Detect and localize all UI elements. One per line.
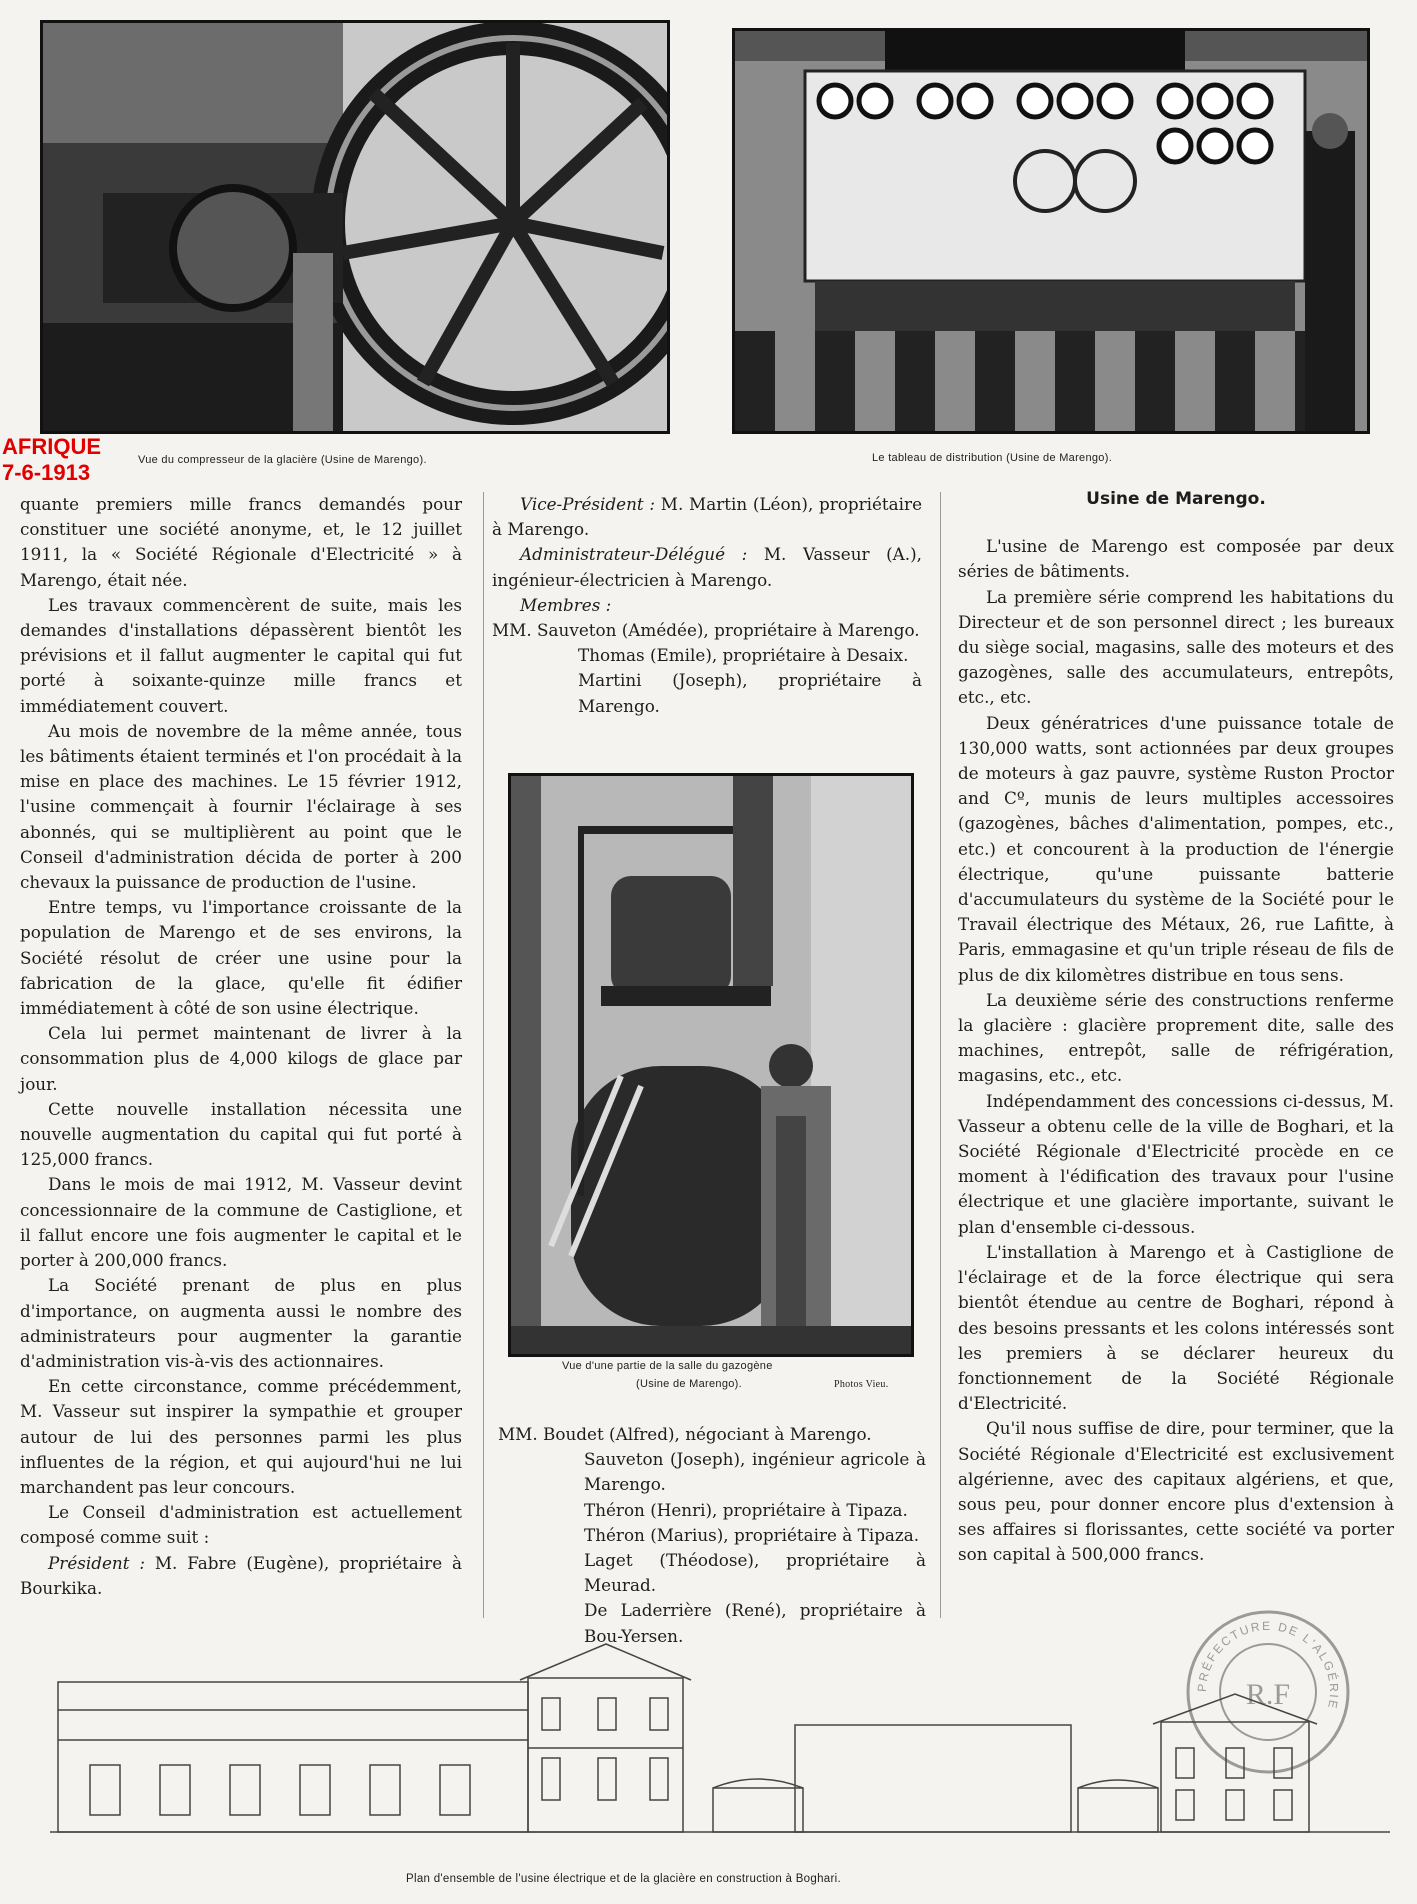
plan-caption: Plan d'ensemble de l'usine électrique et de la glacière en construction à Boghari. [406,1873,841,1885]
column-rule-2 [940,492,941,1618]
stamp-date: 7-6-1913 [2,460,91,485]
members-bottom-first [498,1422,926,1447]
right-p4: La deuxième série des constructions renferme la glacière : glacière proprement dite, salle des machines, entrepôt, salle de réfrigération, magasins, etc., etc. [958,989,1394,1086]
left-p2: Les travaux commencèrent de suite, mais les demandes d'installations dépassèrent bientôt les prévisions et il fallut augmenter le capital qui fut porté à soixante-quinze mille francs et immédiatement couvert. [20,594,462,716]
vp-label: Vice-Président : [520,494,656,514]
left-p6: Cette nouvelle installation nécessita une nouvelle augmentation du capital qui fut porté à 125,000 francs. [20,1098,462,1170]
middle-column-top [492,492,922,719]
vp-text: M. Martin (Léon), propriétaire à Marengo. [492,494,922,540]
gazogene-photo [508,773,914,1357]
vp-entry [492,492,922,542]
admin-entry [492,542,922,592]
president-text: M. Fabre (Eugène), propriétaire à Bourkika. [20,1552,463,1598]
gazogene-caption-line1: Vue d'une partie de la salle du gazogène [562,1360,773,1372]
members-prefix: MM. [492,620,532,641]
column-rule-1 [483,492,484,1618]
right-p7: Qu'il nous suffise de dire, pour terminer, que la Société Régionale d'Electricité est exclusivement algérienne, avec des capitaux algériens, et que, sous peu, pour donner encore plus d'extension à ses affaires si florissantes, cette société va porter son capital à 500,000 francs. [958,1418,1394,1565]
admin-text: M. Vasseur (A.), ingénieur-électricien à Marengo. [492,544,923,590]
member-item: De Laderrière (René), propriétaire à Bou-Yersen. [584,1600,926,1646]
members-prefix: MM. [498,1424,538,1444]
left-p8: La Société prenant de plus en plus d'importance, on augmenta aussi le nombre des administrateurs pour augmenter la garantie d'administration vis-à-vis des actionnaires. [20,1275,462,1371]
left-p9: En cette circonstance, comme précédemment, M. Vasseur sut inspirer la sympathie et grouper autour de lui des personnes parmi les plus influentes de la région, et qui aujourd'hui ne lui marchandent pas leur concours. [20,1376,462,1497]
photo-credit: Photos Vieu. [834,1379,889,1390]
president-entry [20,1551,462,1601]
section-heading: Usine de Marengo. [1086,489,1266,509]
member-item: Laget (Théodose), propriétaire à Meurad. [584,1550,926,1596]
gazogene-caption-line2: (Usine de Marengo). [636,1378,742,1390]
right-column [958,487,1394,1568]
compressor-caption: Vue du compresseur de la glacière (Usine de Marengo). [138,454,427,466]
members-label: Membres : [520,594,612,615]
left-p3: Au mois de novembre de la même année, tous les bâtiments étaient terminés et l'on procédait à la mise en place des machines. Le 15 février 1912, l'usine commençait à fournir l'éclairage à ses abonnés, qui se multiplièrent au point que le Conseil d'administration décida de porter à 200 chevaux la puissance de production de l'usine. [20,720,462,893]
left-p7: Dans le mois de mai 1912, M. Vasseur devint concessionnaire de la commune de Castiglione, et il fallut encore une fois augmenter le capital et le porter à 200,000 francs. [20,1174,462,1271]
date-stamp [2,434,101,486]
plan-drawing [50,1640,1390,1860]
switchboard-caption: Le tableau de distribution (Usine de Marengo). [872,452,1113,464]
left-column [20,492,462,1601]
president-label: Président : [48,1552,145,1573]
left-p5: Cela lui permet maintenant de livrer à la consommation plus de 4,000 kilogs de glace par jour. [20,1023,462,1094]
members-top-first [492,618,922,643]
right-p2: La première série comprend les habitations du Directeur et de son personnel direct ; les bureaux du siège social, magasins, salle des moteurs et des gazogènes, salle des accumulateurs, entrepôts, etc., etc. [958,586,1394,708]
left-p10: Le Conseil d'administration est actuellement composé comme suit : [20,1502,462,1548]
compressor-photo [40,20,670,434]
switchboard-photo [732,28,1370,434]
left-p1: quante premiers mille francs demandés pour constituer une société anonyme, et, le 12 juillet 1911, la « Société Régionale d'Electricité » à Marengo, était née. [20,494,462,590]
member-item: Théron (Marius), propriétaire à Tipaza. [584,1524,920,1545]
member-item: Théron (Henri), propriétaire à Tipaza. [584,1499,908,1520]
member-item: Boudet (Alfred), négociant à Marengo. [543,1424,872,1444]
seal-center-text: R.F [1245,1678,1291,1711]
right-p1: L'usine de Marengo est composée par deux séries de bâtiments. [958,536,1394,582]
member-item: Sauveton (Amédée), propriétaire à Marengo. [537,620,920,641]
admin-label: Administrateur-Délégué : [520,544,748,565]
stamp-source: AFRIQUE [2,434,101,459]
left-p4: Entre temps, vu l'importance croissante de la population de Marengo et de ses environs, la Société résolut de créer une usine pour la fabrication de la glace, qu'elle fit édifier immédiatement à côté de son usine électrique. [20,897,462,1019]
member-item: Martini (Joseph), propriétaire à Marengo. [578,670,922,716]
right-p3: Deux génératrices d'une puissance totale de 130,000 watts, sont actionnées par deux groupes de moteurs à gaz pauvre, système Ruston Proctor and Cº, munis de leurs multiples accessoires (gazogènes, bâches d'alimentation, pompes, etc., etc.) et concourent à la production de l'énergie électrique, qu'une puissante batterie d'accumulateurs du système de la Société pour le Travail électrique des Métaux, 26, rue Lafitte, à Paris, emmagasine et qu'un triple réseau de fils de plus de dix kilomètres distribue en tous sens. [958,712,1394,985]
member-item: Sauveton (Joseph), ingénieur agricole à Marengo. [584,1449,926,1495]
right-p6: L'installation à Marengo et à Castiglione de l'éclairage et de la force électrique qui sera bientôt étendue au centre de Boghari, répond à des besoins pressants et les colons intéressés sont les premiers à se déclarer heureux du fonctionnement de la Société Régionale d'Electricité. [958,1241,1394,1414]
member-item: Thomas (Emile), propriétaire à Desaix. [578,645,909,666]
seal-ring-text: PRÉFECTURE DE L'ALGÉRIE [1194,1618,1342,1712]
middle-column-bottom [498,1422,926,1649]
right-p5: Indépendamment des concessions ci-dessus, M. Vasseur a obtenu celle de la ville de Boghari, et la Société Régionale d'Electricité procède en ce moment à l'édification des travaux pour l'usine électrique et une glacière importante, suivant le plan d'ensemble ci-dessous. [958,1090,1394,1237]
